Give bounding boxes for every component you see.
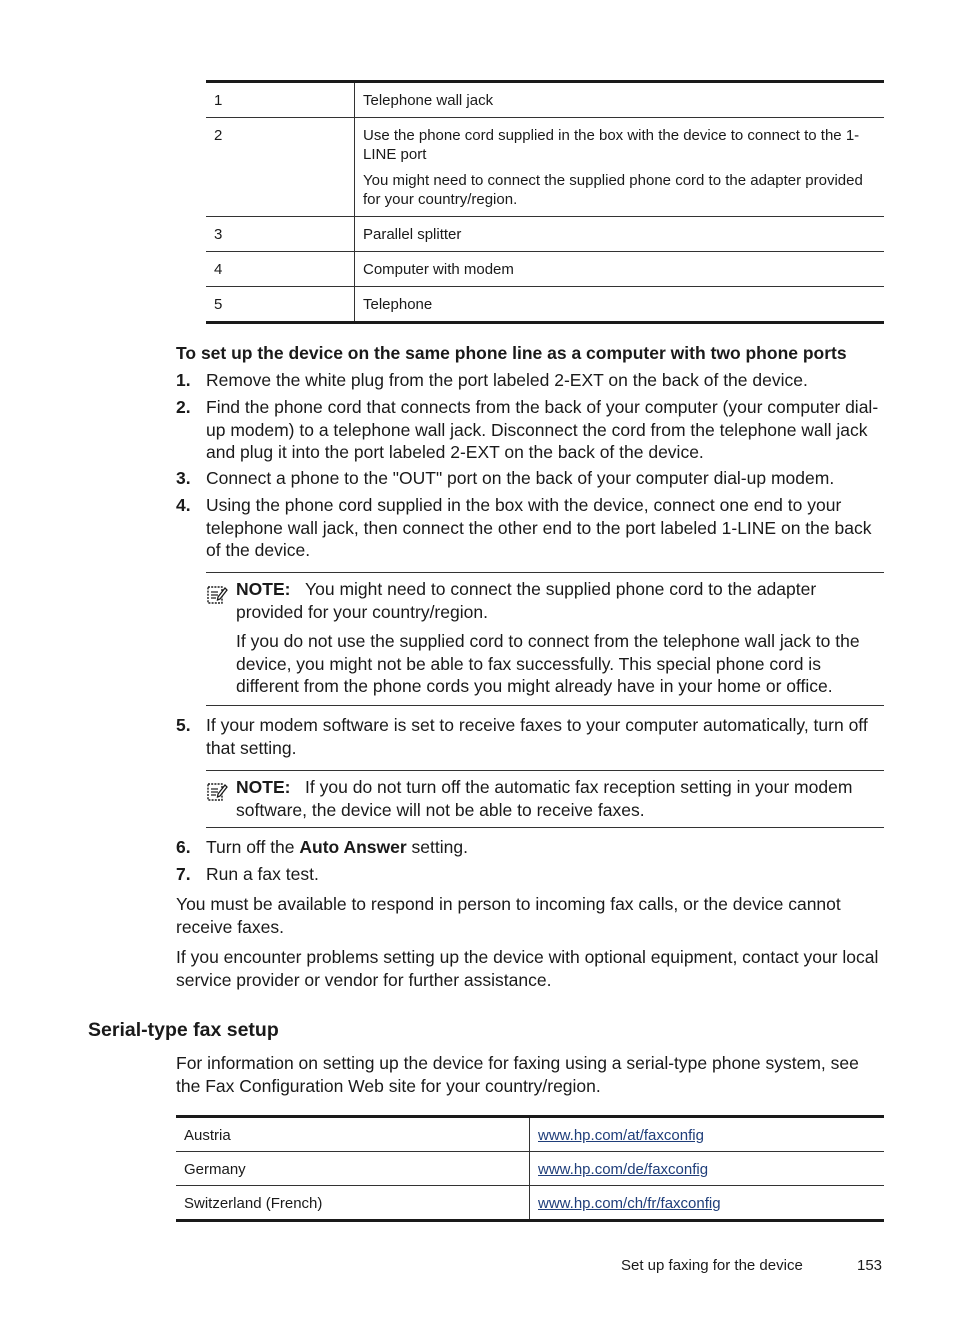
step-5 (176, 714, 884, 759)
step-text: Remove the white plug from the port labeled 2-EXT on the back of the device. (206, 370, 808, 390)
step-4 (176, 494, 884, 562)
table-row (206, 82, 884, 118)
procedure-title: To set up the device on the same phone line as a computer with two phone ports (176, 343, 847, 363)
step-number: 5. (176, 715, 191, 735)
paragraph: If you encounter problems setting up the device with optional equipment, contact your local service provider or vendor for further assistance. (176, 947, 879, 990)
step-text: Using the phone cord supplied in the box with the device, connect one end to your telephone wall jack, then connect the other end to the port labeled 1-LINE on the back of the device. (206, 495, 872, 560)
step-3 (176, 467, 884, 490)
row-number: 2 (206, 118, 355, 217)
table-row (206, 287, 884, 323)
faxconfig-link[interactable]: www.hp.com/ch/fr/faxconfig (538, 1195, 721, 1212)
note-label: NOTE: (236, 777, 291, 797)
fax-config-table (176, 1115, 884, 1222)
faxconfig-link[interactable]: www.hp.com/at/faxconfig (538, 1127, 704, 1144)
country-cell: Austria (176, 1117, 530, 1152)
step-7 (176, 863, 884, 886)
step-text: Turn off the Auto Answer setting. (206, 837, 468, 857)
row-description: Parallel splitter (355, 217, 885, 252)
table-row (206, 118, 884, 217)
table-row (176, 1186, 884, 1221)
setting-name: Auto Answer (299, 837, 407, 857)
section-heading: Serial-type fax setup (88, 1019, 279, 1041)
section-intro: For information on setting up the device for faxing using a serial-type phone system, see the Fax Configuration Web site for your country/region. (176, 1053, 859, 1096)
step-number: 2. (176, 397, 191, 417)
step-number: 7. (176, 864, 191, 884)
row-description: Telephone wall jack (355, 82, 885, 118)
note-label: NOTE: (236, 579, 291, 599)
page-number: 153 (857, 1257, 883, 1274)
row-number: 3 (206, 217, 355, 252)
table-row (206, 252, 884, 287)
url-cell (530, 1186, 885, 1221)
step-text: Connect a phone to the "OUT" port on the back of your computer dial-up modem. (206, 468, 835, 488)
row-description: Use the phone cord supplied in the box with the device to connect to the 1-LINE port You might need to connect the supplied phone cord to the adapter provided for your country/region. (355, 118, 885, 217)
footer-section-title: Set up faxing for the device (621, 1257, 803, 1274)
country-cell: Switzerland (French) (176, 1186, 530, 1221)
note-paragraph: NOTE: If you do not turn off the automatic fax reception setting in your modem software, the device will not be able to receive faxes. (236, 777, 853, 820)
faxconfig-link[interactable]: www.hp.com/de/faxconfig (538, 1161, 709, 1178)
step-text: Find the phone cord that connects from the back of your computer (your computer dial-up modem) to a telephone wall jack. Disconnect the cord from the telephone wall jack and plug it into the port labeled 2-EXT on the back of the device. (206, 397, 879, 462)
row-number: 1 (206, 82, 355, 118)
note-box (206, 770, 884, 828)
step-number: 1. (176, 370, 191, 390)
url-cell (530, 1152, 885, 1186)
paragraph: You must be available to respond in person to incoming fax calls, or the device cannot receive faxes. (176, 894, 841, 937)
table-row (176, 1152, 884, 1186)
step-number: 4. (176, 495, 191, 515)
note-paragraph: NOTE: You might need to connect the supplied phone cord to the adapter provided for your country/region. (236, 579, 817, 622)
row-description: Telephone (363, 296, 433, 313)
step-number: 6. (176, 837, 191, 857)
table-row (176, 1117, 884, 1152)
note-icon (206, 780, 228, 802)
step-text: If your modem software is set to receive faxes to your computer automatically, turn off that setting. (206, 715, 868, 758)
step-2 (176, 396, 884, 464)
legend-table (206, 80, 884, 324)
note-box (206, 572, 884, 706)
row-number: 5 (206, 287, 355, 323)
step-text: Run a fax test. (206, 864, 319, 884)
table-row (206, 217, 884, 252)
row-number: 4 (206, 252, 355, 287)
row-description: Computer with modem (355, 252, 885, 287)
step-number: 3. (176, 468, 191, 488)
url-cell (530, 1117, 885, 1152)
note-icon (206, 583, 228, 605)
step-1 (176, 369, 884, 392)
country-cell: Germany (176, 1152, 530, 1186)
note-paragraph: If you do not use the supplied cord to connect from the telephone wall jack to the device, you might not be able to fax successfully. This special phone cord is different from the phone cords you might already have in your home or office. (236, 631, 860, 696)
step-6 (176, 836, 884, 859)
